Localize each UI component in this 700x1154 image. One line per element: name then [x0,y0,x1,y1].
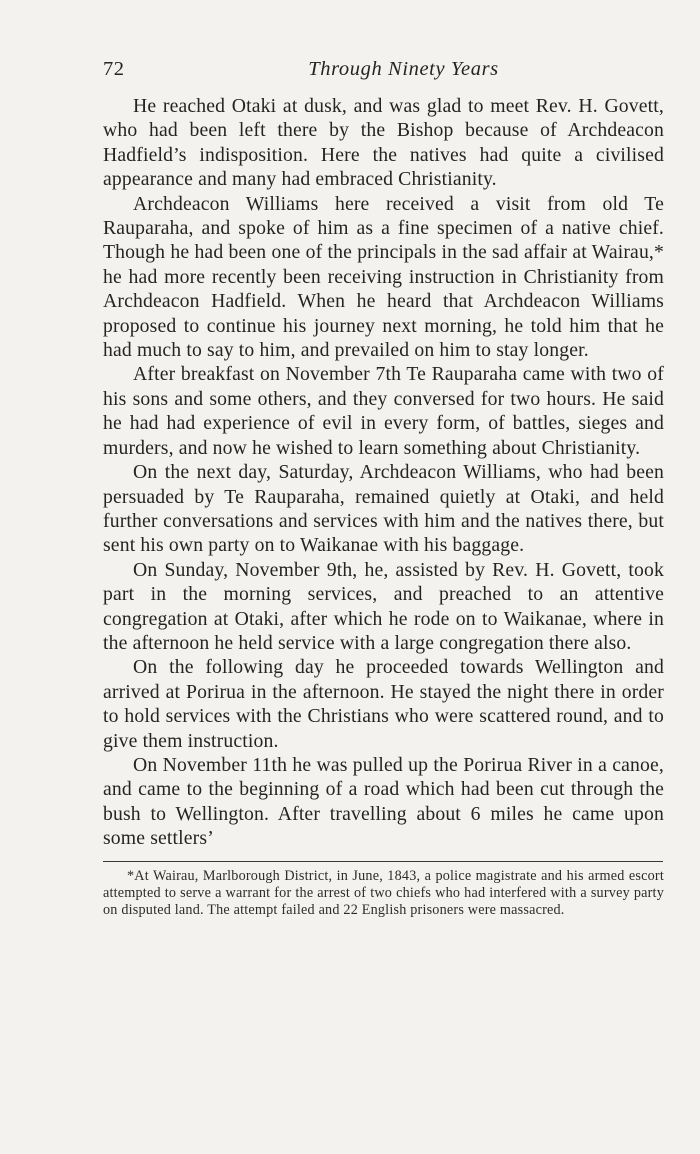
paragraph: On the following day he proceeded towards Wellington and arrived at Porirua in the afternoon. He stayed the night there in order to hold services with the Christians who were scattered round, and to give them instruction. [103,656,664,752]
footnote: *At Wairau, Marlborough District, in June, 1843, a police magistrate and his armed escort attempted to serve a warrant for the arrest of two chiefs who had interfered with a survey party on disputed land. The attempt failed and 22 English prisoners were massacred. [103,867,664,918]
paragraph: On the next day, Saturday, Archdeacon Williams, who had been persuaded by Te Rauparaha, remained quietly at Otaki, and held further conversations and services with him and the natives there, but sent his own party on to Waikanae with his baggage. [103,461,664,557]
footnote-rule [103,861,663,862]
paragraph: On November 11th he was pulled up the Porirua River in a canoe, and came to the beginning of a road which had been cut through the bush to Wellington. After travelling about 6 miles he came upon some settlers’ [103,753,664,850]
running-head [103,58,664,88]
paragraph: He reached Otaki at dusk, and was glad to meet Rev. H. Govett, who had been left there by the Bishop because of Archdeacon Hadfield’s indisposition. Here the natives had quite a civilised appearance and many had embraced Christianity. [103,95,664,191]
paragraph: Archdeacon Williams here received a visit from old Te Rauparaha, and spoke of him as a fine specimen of a native chief. Though he had been one of the principals in the sad affair at Wairau,* he had more recently been receiving instruction in Christianity from Archdeacon Hadfield. When he heard that Archdeacon Williams proposed to continue his journey next morning, he told him that he had much to say to him, and prevailed on him to stay longer. [103,192,664,362]
paragraph: On Sunday, November 9th, he, assisted by Rev. H. Govett, took part in the morning services, and preached to an attentive congregation at Otaki, after which he rode on to Waikanae, where in the afternoon he held service with a large congregation there also. [103,558,664,654]
page-number: 72 [103,58,125,80]
paragraph: After breakfast on November 7th Te Rauparaha came with two of his sons and some others, and they conversed for two hours. He said he had had experience of evil in every form, of battles, sieges and murders, and now he wished to learn something about Christianity. [103,363,664,459]
body-text [103,94,664,851]
running-title: Through Ninety Years [308,58,499,80]
